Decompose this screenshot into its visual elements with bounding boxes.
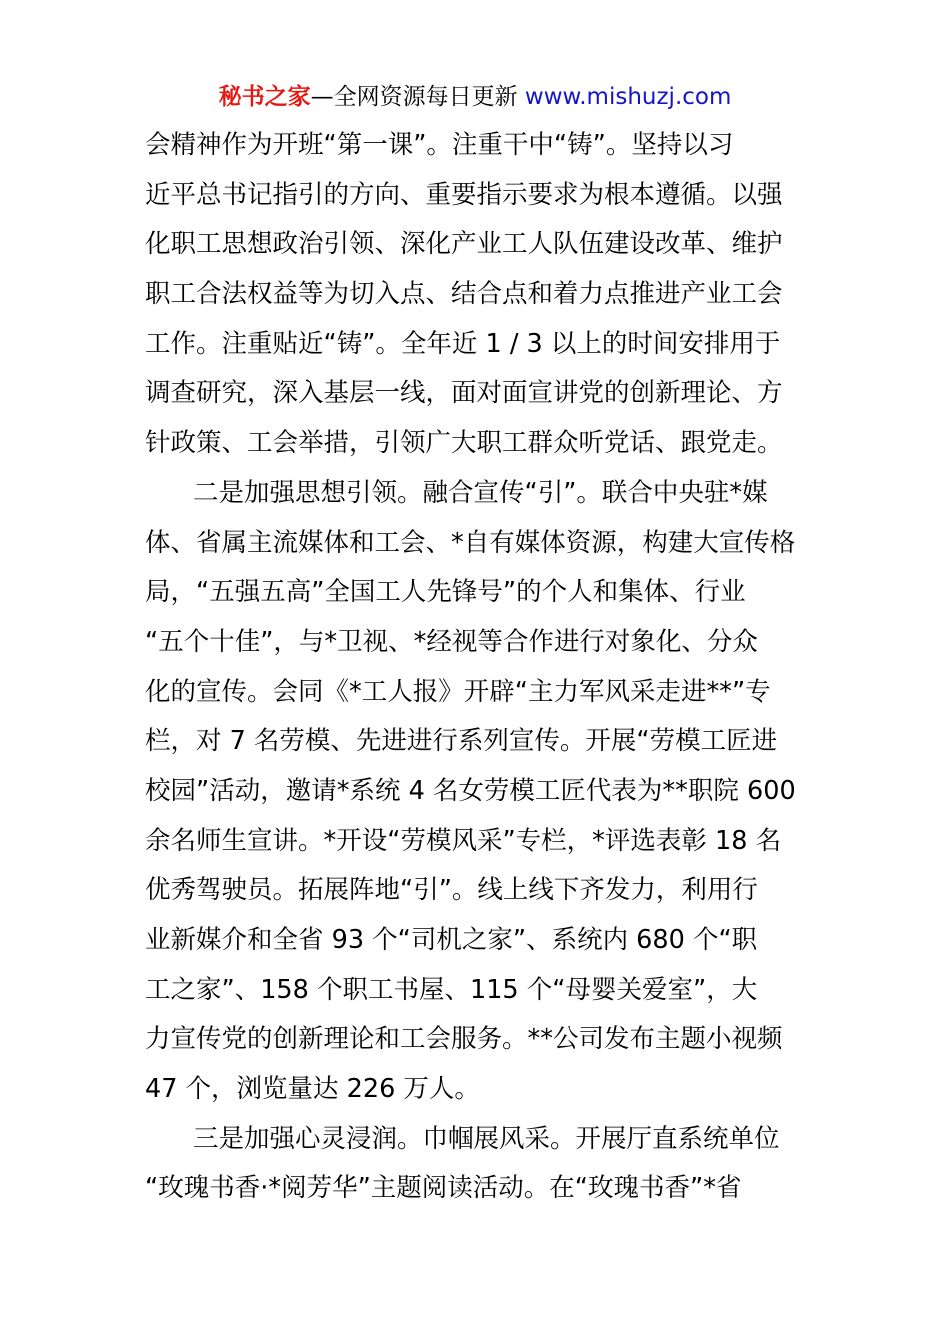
text-line: 余名师生宣讲。*开设“劳模风采”专栏，*评选表彰 18 名 (145, 825, 782, 856)
text-line: 力宣传党的创新理论和工会服务。**公司发布主题小视频 (145, 1024, 783, 1055)
text-line: 针政策、工会举措，引领广大职工群众听党话、跟党走。 (145, 428, 783, 459)
header-tagline: —全网资源每日更新 (310, 84, 518, 110)
brand-name: 秘书之家 (218, 84, 311, 110)
text-line: “玫瑰书香·*阅芳华”主题阅读活动。在“玫瑰书香”*省 (145, 1173, 742, 1204)
document-body (145, 121, 825, 1214)
text-line: 体、省属主流媒体和工会、*自有媒体资源，构建大宣传格 (145, 527, 796, 558)
text-line: 工之家”、158 个职工书屋、115 个“母婴关爱室”，大 (145, 974, 758, 1005)
paragraph-start-line: 三是加强心灵浸润。巾帼展风采。开展厅直系统单位 (193, 1123, 780, 1154)
text-line: 化的宣传。会同《*工人报》开辟“主力军风采走进**”专 (145, 676, 771, 707)
text-line: 校园”活动，邀请*系统 4 名女劳模工匠代表为**职院 600 (145, 775, 796, 806)
text-line: 近平总书记指引的方向、重要指示要求为根本遵循。以强 (145, 179, 783, 210)
text-line: 职工合法权益等为切入点、结合点和着力点推进产业工会 (145, 279, 783, 310)
text-line: “五个十佳”，与*卫视、*经视等合作进行对象化、分众 (145, 626, 758, 657)
text-line: 栏，对 7 名劳模、先进进行系列宣传。开展“劳模工匠进 (145, 726, 778, 757)
text-line: 优秀驾驶员。拓展阵地“引”。线上线下齐发力，利用行 (145, 875, 758, 906)
text-line: 化职工思想政治引领、深化产业工人队伍建设改革、维护 (145, 229, 783, 260)
site-url-link[interactable]: www.mishuzj.com (524, 84, 732, 110)
text-line: 业新媒介和全省 93 个“司机之家”、系统内 680 个“职 (145, 925, 758, 955)
text-line: 47 个，浏览量达 226 万人。 (145, 1074, 480, 1105)
text-line: 工作。注重贴近“铸”。全年近 1 / 3 以上的时间安排用于 (145, 328, 781, 359)
page-header (0, 82, 950, 112)
text-line: 调查研究，深入基层一线，面对面宣讲党的创新理论、方 (145, 378, 783, 409)
paragraph-start-line: 二是加强思想引领。融合宣传“引”。联合中央驻*媒 (193, 477, 768, 508)
text-line: 会精神作为开班“第一课”。注重干中“铸”。坚持以习 (145, 130, 734, 160)
text-line: 局，“五强五高”全国工人先锋号”的个人和集体、行业 (145, 577, 746, 608)
